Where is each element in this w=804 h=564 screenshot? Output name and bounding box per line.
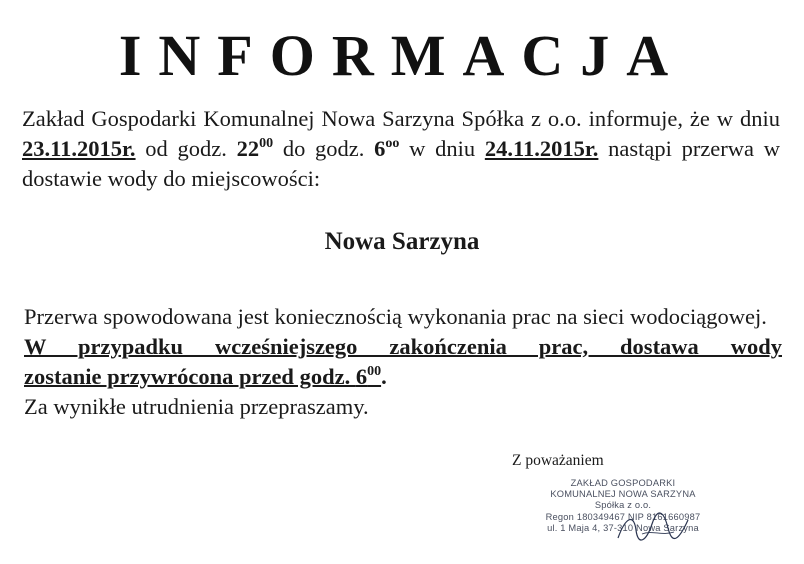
outage-start-date: 23.11.2015r. (22, 136, 136, 161)
restore-end: . (381, 364, 387, 389)
stamp-line-2: KOMUNALNEJ NOWA SARZYNA (550, 489, 696, 500)
restore-text: zostanie przywrócona przed godz. (24, 364, 356, 389)
day-text: w dniu (399, 136, 485, 161)
stamp-line-1: ZAKŁAD GOSPODARKI (570, 478, 676, 488)
intro-text: Zakład Gospodarki Komunalnej Nowa Sarzyna Spółka z o.o. informuje, że w dniu (22, 106, 780, 131)
notice-bold-line-1: W przypadku wcześniejszego zakończenia prac, dostawa wody (24, 334, 782, 359)
restore-hour-minutes: 00 (367, 364, 382, 379)
apology-text: Za wynikłe utrudnienia przepraszamy. (24, 394, 369, 419)
start-hour: 22 (236, 136, 260, 161)
outage-end-date: 24.11.2015r. (484, 136, 599, 161)
end-hour: 6 (374, 136, 386, 161)
closing-salutation: Z poważaniem (512, 452, 604, 469)
affected-location: Nowa Sarzyna (324, 228, 480, 255)
to-text: do godz. (273, 136, 375, 161)
stamp-line-5: ul. 1 Maja 4, 37-310 Nowa Sarzyna (547, 522, 699, 533)
outage-text: nastąpi przerwa w dostawie wody do miejscowości: (22, 136, 780, 191)
from-text: od godz. (135, 136, 237, 161)
restore-hour: 6 (355, 364, 368, 389)
stamp-line-3: Spółka z o.o. (594, 500, 652, 511)
stamp-line-4: Regon 180349467 NIP 8161660987 (545, 511, 701, 522)
notice-paragraph (22, 104, 780, 194)
reason-paragraph (24, 302, 782, 422)
handwritten-signature (612, 508, 692, 548)
notice-bold-line-2 (24, 362, 782, 392)
start-hour-minutes: 00 (259, 136, 274, 151)
end-hour-minutes: oo (385, 136, 400, 151)
reason-text: Przerwa spowodowana jest koniecznością wykonania prac na sieci wodociągowej. (24, 304, 767, 329)
document-title: INFORMACJA (118, 23, 686, 88)
